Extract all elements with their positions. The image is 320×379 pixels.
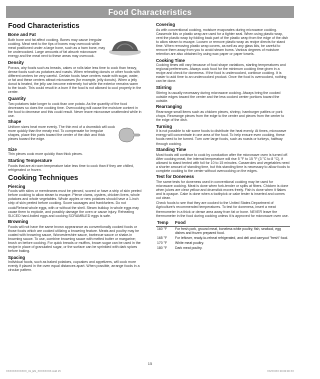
quantity-heading: Quantity (8, 95, 26, 101)
doneness-note: Check foods to see that they are cooked to the United States Department of Agriculture's recommended temperatures. To test for doneness, insert a meat thermometer in a thick or dense area away from fat or bone. NEVER leave the thermometer in the food during cooking unless it is approved for microwave oven use. (156, 201, 289, 218)
table-row (156, 236, 290, 241)
table-cell-temp: 180 °F (157, 246, 168, 251)
size-heading: Size (8, 146, 17, 152)
turning-text: It is not possible to stir some foods to distribute the heat evenly. At times, microwave energy will concentrate in one area of the food. To help ensure even cooking, these foods need to be turned. Turn over large foods, such as roasts or turkeys, halfway through cooking. (156, 129, 287, 146)
table-row (156, 246, 290, 251)
table-cell-temp: 160 °F (157, 227, 168, 232)
shape-text: Uniform sizes heat more evenly. The thin end of a drumstick will cook more quickly than the meaty end. To compensate for irregular shapes, place thin parts toward the center of the dish and thick pieces toward the edge. (8, 125, 116, 142)
turning-heading: Turning (156, 123, 173, 129)
stirring-text: Stirring is usually necessary during microwave cooking. Always bring the cooked outside edges toward the center and the less cooked center portions toward the outside. (156, 90, 281, 103)
size-text: Thin pieces cook more quickly than thick pieces. (8, 152, 83, 157)
temperature-table (156, 220, 290, 251)
density-text: Porous, airy foods such as breads, cakes or rolls take less time to cook than heavy, dense foods such as potatoes and roasts. When reheating donuts or other foods with different centers be very careful. Certain foods have centers made with sugar, water, or fat and these centers attract microwaves (for example, jelly donuts). When a jelly donut is heated, the jelly can become extremely hot while the exterior remains warm to the touch. This could result in a burn if the food is not allowed to cool properly in the center. (8, 66, 142, 95)
section-banner (6, 6, 294, 18)
table-cell-food: White meat poultry. (175, 241, 204, 246)
stirring-heading: Stirring (156, 84, 172, 90)
rearranging-heading: Rearranging (156, 104, 182, 110)
shape-heading: Shape (8, 119, 22, 125)
footer-file: XXXXXXXXXXXX_01_EN_XXXXXXXX.indd 15 (6, 370, 61, 373)
quantity-text: Two potatoes take longer to cook than one potato. As the quantity of the food decreases so does the cooking time. Overcooking will cause the moisture content in the food to decrease and this could result. Never leave microwave unattended while in use. (8, 101, 142, 118)
density-heading: Density (8, 60, 24, 66)
roast-illustration (108, 38, 142, 56)
footer-date: XX/XX/XX 00:00:00 XX (267, 370, 294, 373)
right-column (156, 22, 290, 251)
banner-title: Food Characteristics (108, 7, 192, 17)
table-cell-food: Dark meat poultry. (175, 246, 203, 251)
table-row (156, 226, 290, 236)
bone-fat-heading: Bone and Fat (8, 32, 36, 37)
cooking-time-text: Cooking times will vary because of food shape variations, starting temperatures and regional preferences. Always cook food for the minimum cooking time given in a recipe and check for doneness. If the food is undercooked, continue cooking. It is easier to add time to an undercooked product. Once the food is overcooked, nothing can be done. (156, 63, 287, 84)
spacing-text: Individual foods, such as baked potatoes, cupcakes and appetizers, will cook more evenly if placed in the oven equal distances apart. When possible, arrange foods in a circular pattern. (8, 260, 140, 273)
starting-temperature-heading: Starting Temperature (8, 157, 53, 163)
cooking-time-heading: Cooking Time (156, 57, 185, 63)
browning-heading: Browning (8, 219, 29, 225)
left-column (8, 22, 142, 274)
piercing-heading: Piercing (8, 183, 26, 189)
standing-time-heading: Standing Time (156, 147, 187, 153)
starting-temperature-text: Foods that are at room temperature take less time to cook than if they are chilled, refrigerated or frozen. (8, 163, 134, 172)
drumstick-illustration (116, 125, 142, 145)
shape-block (8, 125, 142, 145)
food-characteristics-title: Food Characteristics (8, 21, 80, 30)
table-cell-food: For fresh pork, ground meat, boneless white poultry, fish, seafood, egg dishes and frozen prepared food. (175, 227, 281, 236)
table-cell-food: For leftover, ready-to-reheat refrigerated, and deli and carryout "fresh" food. (175, 236, 289, 241)
test-doneness-heading: Test for Doneness (156, 174, 194, 180)
bone-fat-block (8, 38, 142, 59)
table-cell-temp: 170 °F (157, 241, 168, 246)
piercing-text: Foods with skins or membranes must be pierced, scored or have a strip of skin peeled before cooking to allow steam to escape. Pierce clams, oysters, chicken livers, whole potatoes and whole vegetables. Whole apples or new potatoes should have a 1-inch strip of skin peeled before cooking. Score sausages and frankfurters. Do not cook/Reheat whole eggs, with or without the shell. Steam buildup in whole eggs may cause them to explode, and possibly damage the oven or cause injury. Reheating SLICED hard-boiled eggs and cooking SCRAMBLED eggs is safe. (8, 189, 142, 218)
rearranging-text: Rearrange small items such as chicken pieces, shrimp, hamburger patties or pork chops. Rearrange pieces from the edge to the center and pieces from the center to the edge of the dish. (156, 110, 285, 123)
table-cell-temp: 165 °F (157, 236, 168, 241)
covering-text: As with conventional cooking, moisture evaporates during microwave cooking. Casserole lids or plastic wrap are used for a tighter seal. When using plastic wrap, vent the plastic wrap by folding back part of the plastic wrap from the edge of the dish to allow steam to escape. Loosen or remove plastic wrap as recipe directs for stand time. When removing plastic wrap covers, as well as any glass lids, be careful to remove them away from you to avoid steam burns. Various degrees of moisture retention are also obtained by using wax paper or paper towels. (156, 27, 289, 56)
test-doneness-text: The same tests for doneness used in conventional cooking may be used for microwave cooking. Meat is done when fork-tender or splits at fibers. Chicken is done when juices are clear yellow and drumstick moves freely. Fish is done when it flakes and is opaque. Cake is done when a toothpick or cake tester is inserted and comes out clean. (156, 180, 289, 201)
covering-heading: Covering (156, 22, 176, 27)
table-header-food: Food (174, 220, 290, 227)
bone-fat-text: Both bone and fat affect cooking. Bones may cause irregular cooking. Meat next to the tips of bones may overcook while meat positioned under a large bone, such as a ham bone, may be undercooked. Large amounts of fat absorb microwave energy and the meat next to these areas may overcook. (8, 37, 106, 58)
standing-time-text: Most foods will continue to cook by conduction after the microwave oven is turned off. After cooking meat, the internal temperature will rise 5 °F to 15 °F (3 °C to 8 °C), if allowed to stand tented with foil for 10 to 15 minutes. Casseroles and vegetables need a shorter amount of standing time, but this standing time is necessary to allow foods to complete cooking to the center without overcooking on the edges. (156, 152, 290, 173)
browning-text: Foods will not have the same brown appearance as conventionally cooked foods or those foods which are cooked utilizing a browning feature. Meats and poultry may be coated with browning sauce, Worcestershire sauce, barbecue sauce or shake-in browning sauce. To use, combine browning sauce with melted butter or margarine; brush on before cooking. For quick breads or muffins, brown sugar can be used in the recipe in place of granulated sugar, or the surface can be sprinkled with dark spices before baking. (8, 224, 141, 254)
table-header-temp: Temp (156, 220, 174, 227)
spacing-heading: Spacing (8, 254, 26, 260)
page-number: 15 (147, 361, 153, 366)
cooking-techniques-title: Cooking Techniques (8, 172, 79, 182)
print-footer (6, 370, 294, 373)
